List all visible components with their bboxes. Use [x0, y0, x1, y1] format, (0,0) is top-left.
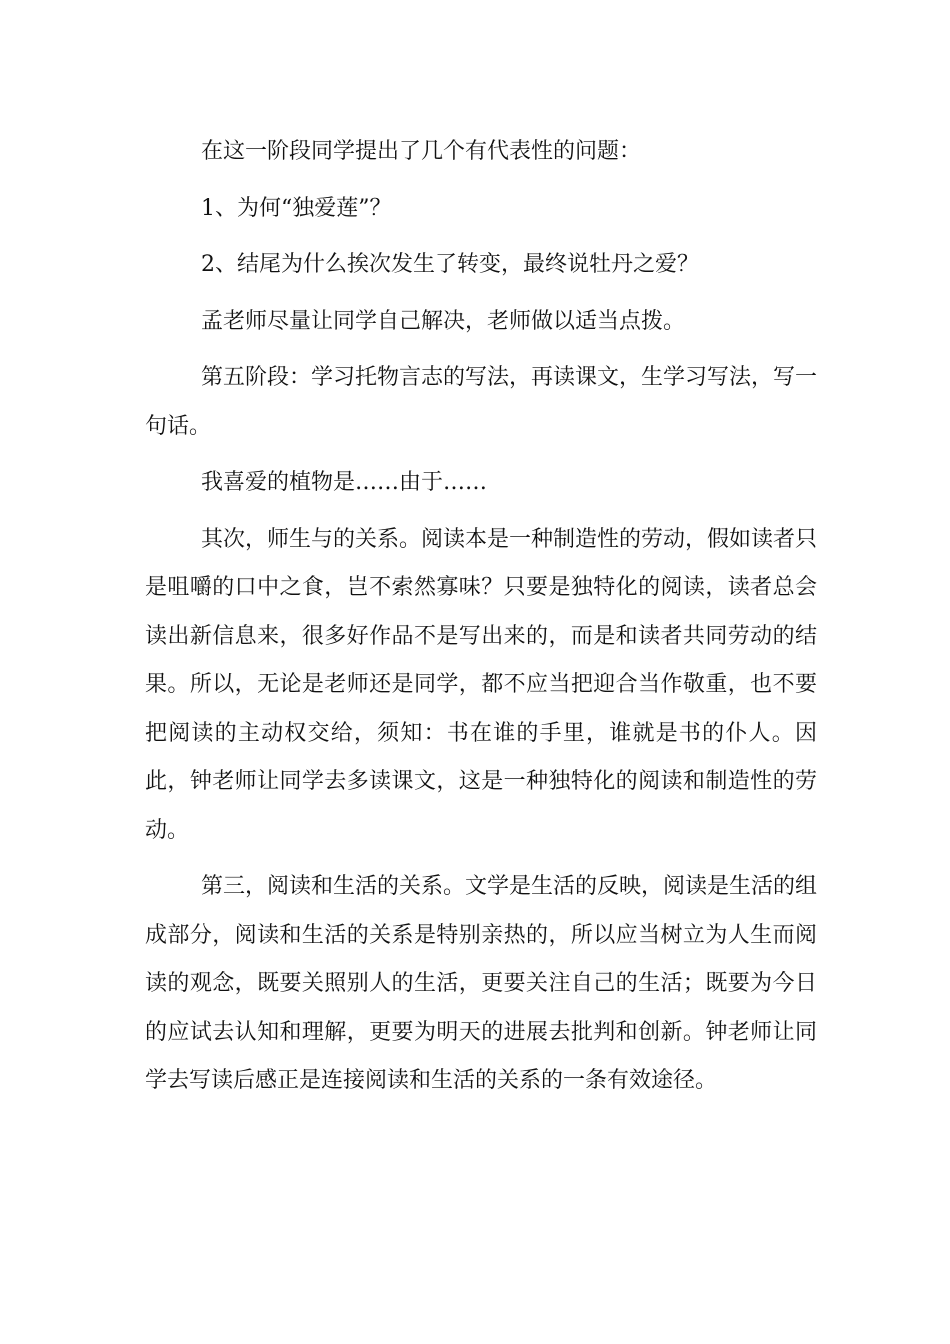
paragraph-reading-life-relation: 第三，阅读和生活的关系。文学是生活的反映，阅读是生活的组成部分，阅读和生活的关系是特别亲热的，所以应当树立为人生而阅读的观念，既要关照别人的生活，更要关注自己的生活；既要为今日的应试去认知和理解，更要为明天的进展去批判和创新。钟老师让同学去写读后感正是连接阅读和生活的关系的一条有效途径。 — [145, 874, 818, 1093]
paragraph-question-2: 2、结尾为什么挨次发生了转变，最终说牡丹之爱？ — [201, 252, 699, 277]
paragraph-stage-five: 第五阶段：学习托物言志的写法，再读课文，生学习写法，写一句话。 — [145, 365, 818, 439]
paragraph-question-1: 1、为何“独爱莲”？ — [201, 195, 392, 221]
paragraph-teacher-guidance: 孟老师尽量让同学自己解决，老师做以适当点拨。 — [201, 308, 686, 334]
paragraph-intro-questions: 在这一阶段同学提出了几个有代表性的问题： — [201, 139, 642, 164]
paragraph-teacher-student-relation: 其次，师生与的关系。阅读本是一种制造性的劳动，假如读者只是咀嚼的口中之食，岂不索然寡味？只要是独特化的阅读，读者总会读出新信息来，很多好作品不是写出来的，而是和读者共同劳动的结果。所以，无论是老师还是同学，都不应当把迎合当作敬重，也不要把阅读的主动权交给，须知：书在谁的手里，谁就是书的仆人。因此，钟老师让同学去多读课文，这是一种独特化的阅读和制造性的劳动。 — [145, 526, 818, 843]
document-body — [145, 128, 817, 1114]
paragraph-sentence-prompt: 我喜爱的植物是……由于…… — [201, 470, 488, 495]
